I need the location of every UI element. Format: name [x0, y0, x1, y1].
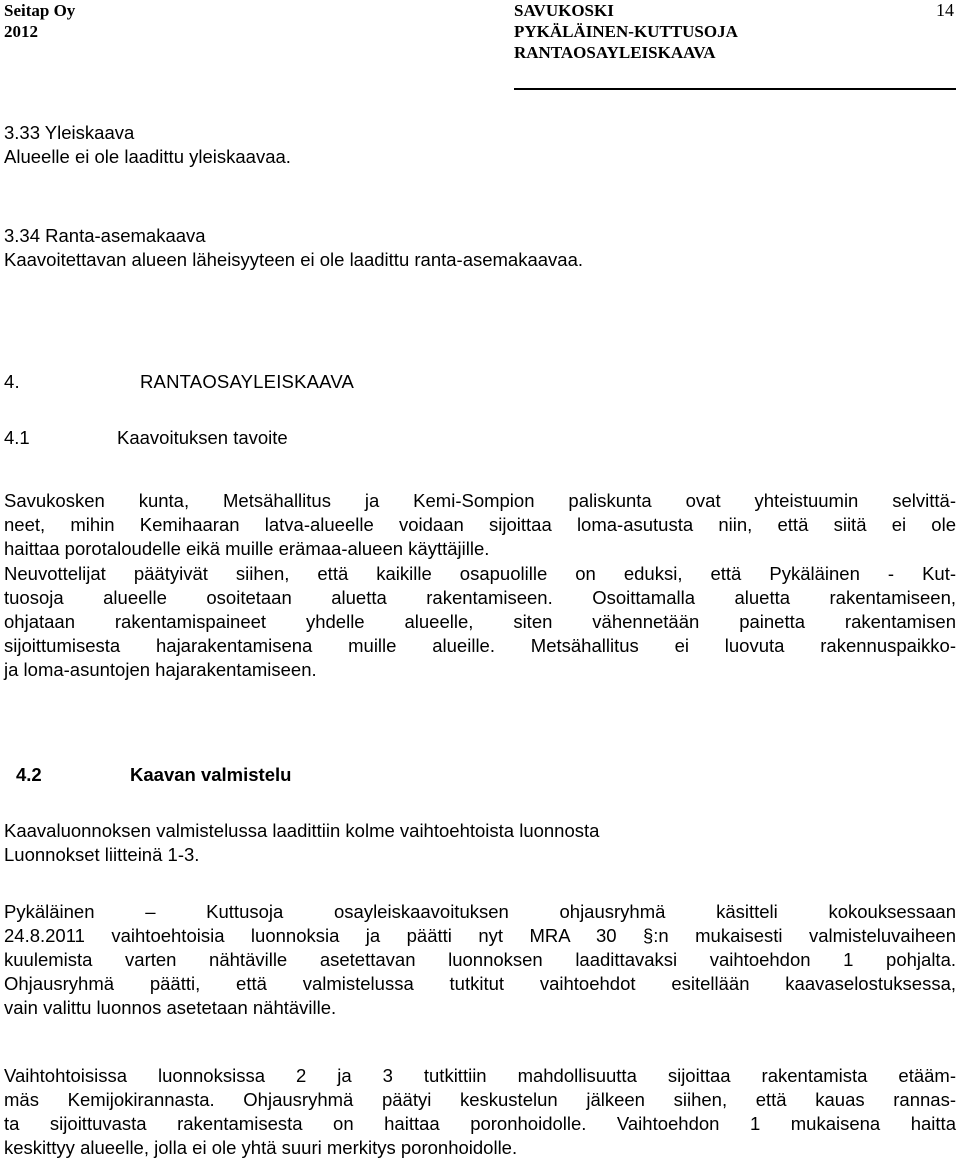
chapter-4-heading	[4, 370, 956, 394]
text-line: keskittyy alueelle, jolla ei ole yhtä suuri merkitys poronhoidolle.	[4, 1137, 518, 1158]
header-title-line: RANTAOSAYLEISKAAVA	[514, 43, 716, 62]
section-text: Kaavoitettavan alueen läheisyyteen ei ole laadittu ranta-asemakaavaa.	[4, 249, 584, 270]
chapter-title: RANTAOSAYLEISKAAVA	[140, 371, 355, 392]
header-company: Seitap Oy	[4, 1, 76, 20]
text-line: Neuvottelijat päätyivät siihen, että kaikille osapuolille on eduksi, että Pykäläinen - Kut-	[4, 563, 956, 584]
text-line: Savukosken kunta, Metsähallitus ja Kemi-Sompion paliskunta ovat yhteistuumin selvittä-	[4, 490, 956, 511]
section-heading: 3.33 Yleiskaava	[4, 122, 135, 143]
section-number: 4.1	[4, 427, 30, 448]
header-year: 2012	[4, 22, 38, 41]
header-rule	[514, 88, 956, 90]
section-title: Kaavan valmistelu	[130, 764, 292, 785]
header-company-block	[4, 0, 75, 42]
section-4-2-paragraph-2	[4, 900, 956, 1020]
text-line: ta sijoittuvasta rakentamisesta on haittaa poronhoidolle. Vaihtoehdon 1 mukaisena haitta	[4, 1113, 956, 1134]
section-4-1-paragraph-2	[4, 562, 956, 682]
text-line: Vaihtohtoisissa luonnoksissa 2 ja 3 tutkittiin mahdollisuutta sijoittaa rakentamista etääm-	[4, 1065, 956, 1086]
chapter-number: 4.	[4, 371, 20, 392]
text-line: vain valittu luonnos asetetaan nähtäville.	[4, 997, 337, 1018]
text-line: neet, mihin Kemihaaran latva-alueelle voidaan sijoittaa loma-asutusta niin, että siitä ei ole	[4, 514, 956, 535]
section-title: Kaavoituksen tavoite	[117, 427, 288, 448]
text-line: Luonnokset liitteinä 1-3.	[4, 844, 200, 865]
section-heading: 3.34 Ranta-asemakaava	[4, 225, 206, 246]
text-line: ja loma-asuntojen hajarakentamiseen.	[4, 659, 317, 680]
text-line: tuosoja alueelle osoitetaan aluetta rakentamiseen. Osoittamalla aluetta rakentamiseen,	[4, 587, 956, 608]
header-title-line: PYKÄLÄINEN-KUTTUSOJA	[514, 22, 738, 41]
header-title-block	[514, 0, 738, 63]
section-4-2-paragraph-1	[4, 819, 956, 867]
text-line: Ohjausryhmä päätti, että valmistelussa tutkitut vaihtoehdot esitellään kaavaselostuksessa,	[4, 973, 956, 994]
page-header	[4, 0, 956, 92]
text-line: sijoittumisesta hajarakentamisena muille alueille. Metsähallitus ei luovuta rakennuspaikko-	[4, 635, 956, 656]
text-line: Pykäläinen – Kuttusoja osayleiskaavoituksen ohjausryhmä käsitteli kokouksessaan	[4, 901, 956, 922]
text-line: haittaa porotaloudelle eikä muille erämaa-alueen käyttäjille.	[4, 538, 490, 559]
text-line: kuulemista varten nähtäville asetettavan luonnoksen laadittavaksi vaihtoehdon 1 pohjalta.	[4, 949, 956, 970]
section-text: Alueelle ei ole laadittu yleiskaavaa.	[4, 146, 291, 167]
section-4-1-heading	[4, 426, 956, 450]
section-3-34	[4, 224, 956, 272]
text-line: Kaavaluonnoksen valmistelussa laadittiin kolme vaihtoehtoista luonnosta	[4, 820, 600, 841]
text-line: ohjataan rakentamispaineet yhdelle alueelle, siten vähennetään painetta rakentamisen	[4, 611, 956, 632]
section-4-2-paragraph-3	[4, 1064, 956, 1160]
text-line: 24.8.2011 vaihtoehtoisia luonnoksia ja päätti nyt MRA 30 §:n mukaisesti valmisteluvaiheen	[4, 925, 956, 946]
section-number: 4.2	[16, 764, 42, 785]
header-title-line: SAVUKOSKI	[514, 1, 614, 20]
page-number: 14	[936, 0, 954, 20]
section-4-1-paragraph-1	[4, 489, 956, 561]
document-page	[4, 0, 956, 1158]
text-line: mäs Kemijokirannasta. Ohjausryhmä päätyi keskustelun jälkeen siihen, että kauas rannas-	[4, 1089, 956, 1110]
section-3-33	[4, 121, 956, 169]
